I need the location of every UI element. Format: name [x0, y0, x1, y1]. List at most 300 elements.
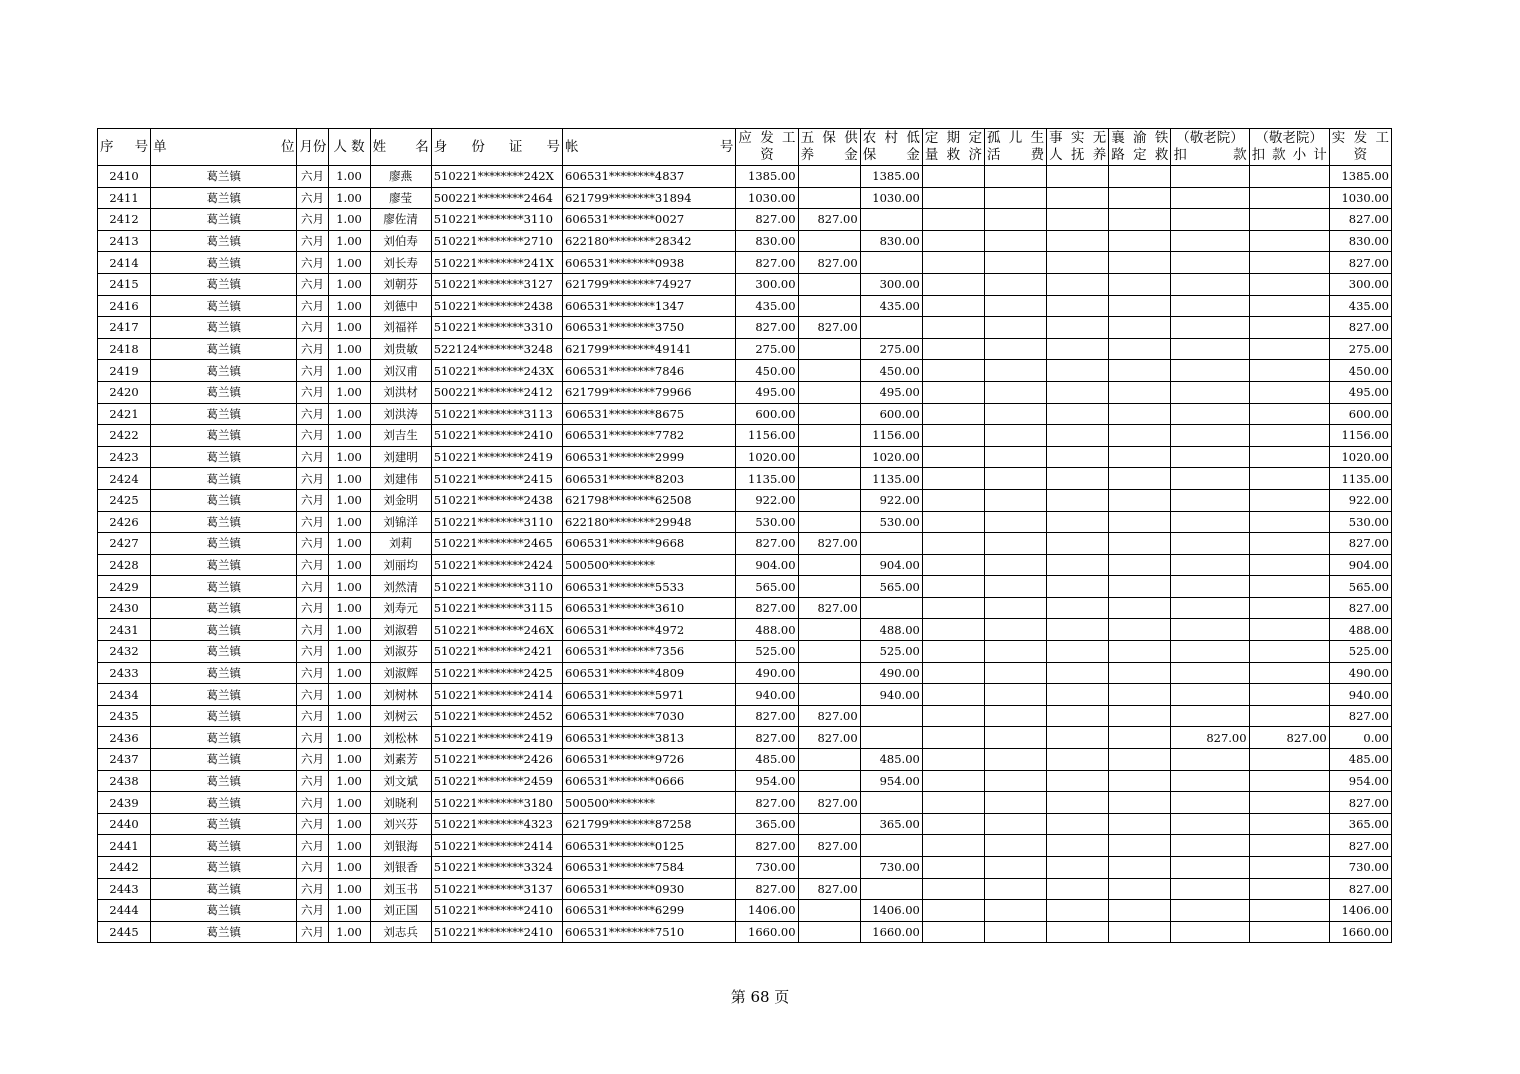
- cell-deduct: [1171, 813, 1249, 835]
- cell-deduct: [1171, 619, 1249, 641]
- cell-count: 1.00: [328, 511, 370, 533]
- cell-id: 510221********3113: [431, 403, 562, 425]
- cell-count: 1.00: [328, 468, 370, 490]
- cell-name: 刘淑辉: [370, 662, 431, 684]
- cell-unit: 葛兰镇: [151, 489, 297, 511]
- cell-name: 刘德中: [370, 295, 431, 317]
- cell-account: 621799********74927: [563, 273, 736, 295]
- table-row: [98, 857, 1392, 879]
- cell-xiangyu: [1109, 403, 1171, 425]
- cell-dingliang: [922, 705, 984, 727]
- cell-name: 刘正国: [370, 900, 431, 922]
- cell-deduct: [1171, 749, 1249, 771]
- cell-account: 606531********9668: [563, 533, 736, 555]
- cell-deduct-subtotal: [1249, 662, 1329, 684]
- table-row: [98, 338, 1392, 360]
- cell-unit: 葛兰镇: [151, 295, 297, 317]
- cell-account: 606531********0666: [563, 770, 736, 792]
- cell-shishi: [1047, 209, 1109, 231]
- cell-shishi: [1047, 813, 1109, 835]
- header-dingliang-line2: 量 救 济: [924, 147, 982, 163]
- cell-month: 六月: [297, 533, 328, 555]
- cell-account: 622180********28342: [563, 230, 736, 252]
- cell-shishi: [1047, 295, 1109, 317]
- cell-dibao: 830.00: [860, 230, 922, 252]
- cell-unit: 葛兰镇: [151, 900, 297, 922]
- cell-due-pay: 1030.00: [736, 187, 798, 209]
- cell-seq: 2428: [98, 554, 151, 576]
- cell-actual-pay: 827.00: [1329, 792, 1391, 814]
- cell-deduct: [1171, 360, 1249, 382]
- header-orphan-line1: 孤 儿 生: [986, 130, 1045, 146]
- cell-wubao: [798, 770, 860, 792]
- cell-month: 六月: [297, 705, 328, 727]
- cell-deduct-subtotal: [1249, 770, 1329, 792]
- cell-dibao: 300.00: [860, 273, 922, 295]
- cell-seq: 2443: [98, 878, 151, 900]
- cell-wubao: [798, 857, 860, 879]
- cell-dibao: 1156.00: [860, 425, 922, 447]
- cell-due-pay: 530.00: [736, 511, 798, 533]
- table-row: [98, 317, 1392, 339]
- cell-id: 510221********2421: [431, 641, 562, 663]
- cell-name: 刘贵敏: [370, 338, 431, 360]
- cell-month: 六月: [297, 749, 328, 771]
- cell-wubao: [798, 403, 860, 425]
- header-dibao-line2a: 保: [862, 147, 877, 163]
- cell-dingliang: [922, 209, 984, 231]
- cell-account: 621799********31894: [563, 187, 736, 209]
- cell-unit: 葛兰镇: [151, 317, 297, 339]
- cell-name: 刘福祥: [370, 317, 431, 339]
- cell-deduct: [1171, 273, 1249, 295]
- cell-xiangyu: [1109, 662, 1171, 684]
- cell-dibao: 600.00: [860, 403, 922, 425]
- cell-id: 510221********3110: [431, 209, 562, 231]
- cell-unit: 葛兰镇: [151, 533, 297, 555]
- cell-account: 606531********4972: [563, 619, 736, 641]
- cell-xiangyu: [1109, 576, 1171, 598]
- cell-name: 刘莉: [370, 533, 431, 555]
- cell-account: 606531********7584: [563, 857, 736, 879]
- cell-actual-pay: 565.00: [1329, 576, 1391, 598]
- cell-deduct-subtotal: [1249, 619, 1329, 641]
- cell-count: 1.00: [328, 533, 370, 555]
- cell-id: 510221********241X: [431, 252, 562, 274]
- cell-dibao: [860, 705, 922, 727]
- cell-seq: 2434: [98, 684, 151, 706]
- cell-seq: 2422: [98, 425, 151, 447]
- cell-dibao: [860, 835, 922, 857]
- cell-deduct-subtotal: [1249, 878, 1329, 900]
- cell-orphan: [984, 273, 1046, 295]
- header-dibao-line1: 农 村 低: [862, 130, 920, 146]
- cell-orphan: [984, 857, 1046, 879]
- table-row: [98, 813, 1392, 835]
- cell-orphan: [984, 576, 1046, 598]
- cell-month: 六月: [297, 813, 328, 835]
- cell-wubao: [798, 360, 860, 382]
- cell-name: 廖燕: [370, 166, 431, 188]
- table-row: [98, 489, 1392, 511]
- cell-deduct-subtotal: [1249, 835, 1329, 857]
- header-shishi-line2: 人 抚 养: [1049, 147, 1107, 163]
- cell-xiangyu: [1109, 705, 1171, 727]
- cell-shishi: [1047, 857, 1109, 879]
- table-row: [98, 230, 1392, 252]
- cell-name: 廖莹: [370, 187, 431, 209]
- cell-deduct-subtotal: [1249, 554, 1329, 576]
- cell-deduct: [1171, 338, 1249, 360]
- cell-dibao: 730.00: [860, 857, 922, 879]
- cell-dibao: 525.00: [860, 641, 922, 663]
- cell-unit: 葛兰镇: [151, 727, 297, 749]
- cell-dingliang: [922, 619, 984, 641]
- cell-shishi: [1047, 792, 1109, 814]
- cell-month: 六月: [297, 166, 328, 188]
- cell-deduct-subtotal: [1249, 749, 1329, 771]
- cell-unit: 葛兰镇: [151, 230, 297, 252]
- cell-count: 1.00: [328, 619, 370, 641]
- cell-due-pay: 525.00: [736, 641, 798, 663]
- cell-actual-pay: 827.00: [1329, 317, 1391, 339]
- cell-wubao: 827.00: [798, 252, 860, 274]
- cell-due-pay: 922.00: [736, 489, 798, 511]
- cell-dingliang: [922, 425, 984, 447]
- cell-account: 606531********9726: [563, 749, 736, 771]
- cell-wubao: [798, 749, 860, 771]
- cell-count: 1.00: [328, 878, 370, 900]
- cell-shishi: [1047, 921, 1109, 943]
- cell-seq: 2415: [98, 273, 151, 295]
- cell-unit: 葛兰镇: [151, 835, 297, 857]
- cell-wubao: [798, 641, 860, 663]
- table-row: [98, 468, 1392, 490]
- cell-xiangyu: [1109, 252, 1171, 274]
- cell-account: 621799********87258: [563, 813, 736, 835]
- cell-id: 500221********2464: [431, 187, 562, 209]
- cell-account: 606531********0938: [563, 252, 736, 274]
- cell-dibao: 1406.00: [860, 900, 922, 922]
- cell-deduct-subtotal: [1249, 338, 1329, 360]
- cell-orphan: [984, 641, 1046, 663]
- header-id: [431, 129, 562, 166]
- cell-dingliang: [922, 835, 984, 857]
- table-row: [98, 511, 1392, 533]
- cell-account: 500500********: [563, 554, 736, 576]
- cell-dingliang: [922, 403, 984, 425]
- cell-id: 510221********2415: [431, 468, 562, 490]
- cell-deduct: [1171, 770, 1249, 792]
- cell-shishi: [1047, 878, 1109, 900]
- cell-orphan: [984, 230, 1046, 252]
- cell-name: 刘松林: [370, 727, 431, 749]
- header-wubao-line2a: 养: [800, 147, 815, 163]
- cell-actual-pay: 827.00: [1329, 597, 1391, 619]
- cell-orphan: [984, 468, 1046, 490]
- cell-seq: 2432: [98, 641, 151, 663]
- table-row: [98, 878, 1392, 900]
- cell-deduct: [1171, 446, 1249, 468]
- cell-id: 510221********2459: [431, 770, 562, 792]
- cell-deduct: [1171, 641, 1249, 663]
- cell-shishi: [1047, 425, 1109, 447]
- cell-due-pay: 495.00: [736, 381, 798, 403]
- payroll-table: [97, 128, 1392, 943]
- cell-name: 廖佐清: [370, 209, 431, 231]
- cell-name: 刘金明: [370, 489, 431, 511]
- cell-dibao: [860, 792, 922, 814]
- cell-xiangyu: [1109, 166, 1171, 188]
- cell-month: 六月: [297, 230, 328, 252]
- cell-id: 510221********243X: [431, 360, 562, 382]
- table-row: [98, 295, 1392, 317]
- cell-xiangyu: [1109, 360, 1171, 382]
- cell-actual-pay: 435.00: [1329, 295, 1391, 317]
- cell-account: 606531********5971: [563, 684, 736, 706]
- cell-wubao: [798, 187, 860, 209]
- cell-id: 510221********2424: [431, 554, 562, 576]
- cell-due-pay: 827.00: [736, 209, 798, 231]
- cell-count: 1.00: [328, 273, 370, 295]
- cell-unit: 葛兰镇: [151, 619, 297, 641]
- cell-account: 606531********7846: [563, 360, 736, 382]
- cell-due-pay: 1660.00: [736, 921, 798, 943]
- header-account-label-a: 帐: [565, 138, 579, 155]
- table-row: [98, 187, 1392, 209]
- cell-dingliang: [922, 317, 984, 339]
- cell-due-pay: 450.00: [736, 360, 798, 382]
- cell-actual-pay: 922.00: [1329, 489, 1391, 511]
- header-count-label: 人 数: [333, 138, 365, 155]
- cell-unit: 葛兰镇: [151, 576, 297, 598]
- cell-dibao: 365.00: [860, 813, 922, 835]
- cell-account: 606531********7510: [563, 921, 736, 943]
- cell-name: 刘吉生: [370, 425, 431, 447]
- cell-dibao: 450.00: [860, 360, 922, 382]
- cell-dibao: 435.00: [860, 295, 922, 317]
- cell-due-pay: 827.00: [736, 252, 798, 274]
- table-row: [98, 273, 1392, 295]
- cell-account: 606531********5533: [563, 576, 736, 598]
- cell-dibao: [860, 317, 922, 339]
- header-actual-line1: 实 发 工: [1331, 130, 1389, 146]
- cell-orphan: [984, 705, 1046, 727]
- cell-xiangyu: [1109, 209, 1171, 231]
- cell-dibao: 488.00: [860, 619, 922, 641]
- cell-count: 1.00: [328, 900, 370, 922]
- cell-name: 刘建伟: [370, 468, 431, 490]
- cell-seq: 2435: [98, 705, 151, 727]
- cell-unit: 葛兰镇: [151, 252, 297, 274]
- cell-actual-pay: 530.00: [1329, 511, 1391, 533]
- cell-wubao: 827.00: [798, 727, 860, 749]
- cell-xiangyu: [1109, 533, 1171, 555]
- cell-orphan: [984, 749, 1046, 771]
- cell-id: 510221********2410: [431, 900, 562, 922]
- cell-due-pay: 1406.00: [736, 900, 798, 922]
- cell-month: 六月: [297, 209, 328, 231]
- table-row: [98, 533, 1392, 555]
- cell-due-pay: 827.00: [736, 317, 798, 339]
- cell-account: 606531********3813: [563, 727, 736, 749]
- cell-due-pay: 954.00: [736, 770, 798, 792]
- cell-unit: 葛兰镇: [151, 468, 297, 490]
- cell-xiangyu: [1109, 835, 1171, 857]
- header-deduct: [1171, 129, 1249, 166]
- cell-actual-pay: 730.00: [1329, 857, 1391, 879]
- cell-shishi: [1047, 641, 1109, 663]
- cell-month: 六月: [297, 770, 328, 792]
- cell-orphan: [984, 900, 1046, 922]
- cell-xiangyu: [1109, 749, 1171, 771]
- header-unit-label-a: 单: [153, 138, 167, 155]
- cell-month: 六月: [297, 900, 328, 922]
- cell-xiangyu: [1109, 187, 1171, 209]
- cell-shishi: [1047, 360, 1109, 382]
- cell-wubao: 827.00: [798, 705, 860, 727]
- cell-orphan: [984, 878, 1046, 900]
- cell-deduct-subtotal: [1249, 792, 1329, 814]
- cell-month: 六月: [297, 446, 328, 468]
- cell-name: 刘兴芬: [370, 813, 431, 835]
- cell-id: 510221********2452: [431, 705, 562, 727]
- cell-name: 刘素芳: [370, 749, 431, 771]
- cell-month: 六月: [297, 511, 328, 533]
- cell-id: 510221********2710: [431, 230, 562, 252]
- header-deductsum-line1: （敬老院）: [1255, 130, 1323, 146]
- cell-due-pay: 275.00: [736, 338, 798, 360]
- cell-actual-pay: 1156.00: [1329, 425, 1391, 447]
- cell-count: 1.00: [328, 381, 370, 403]
- cell-account: 621798********62508: [563, 489, 736, 511]
- cell-wubao: [798, 576, 860, 598]
- cell-deduct-subtotal: [1249, 317, 1329, 339]
- cell-seq: 2426: [98, 511, 151, 533]
- cell-deduct-subtotal: [1249, 252, 1329, 274]
- cell-id: 510221********3310: [431, 317, 562, 339]
- cell-shishi: [1047, 338, 1109, 360]
- cell-deduct-subtotal: [1249, 403, 1329, 425]
- cell-dibao: 490.00: [860, 662, 922, 684]
- cell-shishi: [1047, 770, 1109, 792]
- cell-orphan: [984, 446, 1046, 468]
- cell-actual-pay: 827.00: [1329, 209, 1391, 231]
- cell-month: 六月: [297, 857, 328, 879]
- cell-due-pay: 600.00: [736, 403, 798, 425]
- cell-wubao: [798, 230, 860, 252]
- cell-unit: 葛兰镇: [151, 425, 297, 447]
- cell-name: 刘丽均: [370, 554, 431, 576]
- cell-actual-pay: 525.00: [1329, 641, 1391, 663]
- cell-shishi: [1047, 468, 1109, 490]
- cell-deduct: [1171, 166, 1249, 188]
- cell-seq: 2437: [98, 749, 151, 771]
- cell-seq: 2421: [98, 403, 151, 425]
- cell-unit: 葛兰镇: [151, 684, 297, 706]
- cell-account: 606531********4837: [563, 166, 736, 188]
- cell-account: 606531********7356: [563, 641, 736, 663]
- header-shishi-line1: 事 实 无: [1049, 130, 1107, 146]
- cell-count: 1.00: [328, 921, 370, 943]
- header-id-label: 身 份 证 号: [433, 138, 561, 155]
- cell-orphan: [984, 489, 1046, 511]
- cell-month: 六月: [297, 360, 328, 382]
- table-row: [98, 554, 1392, 576]
- cell-due-pay: 300.00: [736, 273, 798, 295]
- cell-xiangyu: [1109, 381, 1171, 403]
- cell-id: 510221********3115: [431, 597, 562, 619]
- cell-unit: 葛兰镇: [151, 857, 297, 879]
- table-row: [98, 252, 1392, 274]
- cell-due-pay: 730.00: [736, 857, 798, 879]
- cell-dibao: 275.00: [860, 338, 922, 360]
- cell-due-pay: 830.00: [736, 230, 798, 252]
- cell-due-pay: 827.00: [736, 597, 798, 619]
- cell-seq: 2427: [98, 533, 151, 555]
- cell-xiangyu: [1109, 727, 1171, 749]
- header-account-label-b: 号: [719, 138, 734, 155]
- cell-seq: 2440: [98, 813, 151, 835]
- cell-xiangyu: [1109, 511, 1171, 533]
- cell-unit: 葛兰镇: [151, 511, 297, 533]
- cell-xiangyu: [1109, 425, 1171, 447]
- header-deduct-line2b: 款: [1233, 147, 1247, 163]
- cell-xiangyu: [1109, 468, 1171, 490]
- cell-shishi: [1047, 533, 1109, 555]
- cell-orphan: [984, 662, 1046, 684]
- cell-unit: 葛兰镇: [151, 705, 297, 727]
- cell-unit: 葛兰镇: [151, 921, 297, 943]
- cell-due-pay: 490.00: [736, 662, 798, 684]
- cell-account: 606531********3610: [563, 597, 736, 619]
- cell-dingliang: [922, 684, 984, 706]
- cell-id: 510221********3137: [431, 878, 562, 900]
- cell-due-pay: 827.00: [736, 705, 798, 727]
- table-row: [98, 792, 1392, 814]
- cell-month: 六月: [297, 727, 328, 749]
- cell-actual-pay: 488.00: [1329, 619, 1391, 641]
- cell-id: 510221********3127: [431, 273, 562, 295]
- cell-actual-pay: 1660.00: [1329, 921, 1391, 943]
- cell-due-pay: 485.00: [736, 749, 798, 771]
- cell-dingliang: [922, 338, 984, 360]
- cell-account: 606531********1347: [563, 295, 736, 317]
- cell-deduct: [1171, 295, 1249, 317]
- cell-dingliang: [922, 813, 984, 835]
- cell-orphan: [984, 295, 1046, 317]
- cell-actual-pay: 1385.00: [1329, 166, 1391, 188]
- cell-wubao: [798, 425, 860, 447]
- cell-orphan: [984, 317, 1046, 339]
- cell-dibao: [860, 252, 922, 274]
- cell-deduct-subtotal: [1249, 857, 1329, 879]
- cell-due-pay: 1135.00: [736, 468, 798, 490]
- cell-seq: 2431: [98, 619, 151, 641]
- cell-dingliang: [922, 641, 984, 663]
- cell-dibao: 1030.00: [860, 187, 922, 209]
- cell-orphan: [984, 921, 1046, 943]
- cell-deduct-subtotal: [1249, 576, 1329, 598]
- cell-dibao: 1020.00: [860, 446, 922, 468]
- cell-name: 刘长寿: [370, 252, 431, 274]
- cell-seq: 2444: [98, 900, 151, 922]
- cell-shishi: [1047, 230, 1109, 252]
- cell-id: 510221********2410: [431, 921, 562, 943]
- cell-dingliang: [922, 662, 984, 684]
- cell-xiangyu: [1109, 554, 1171, 576]
- cell-count: 1.00: [328, 576, 370, 598]
